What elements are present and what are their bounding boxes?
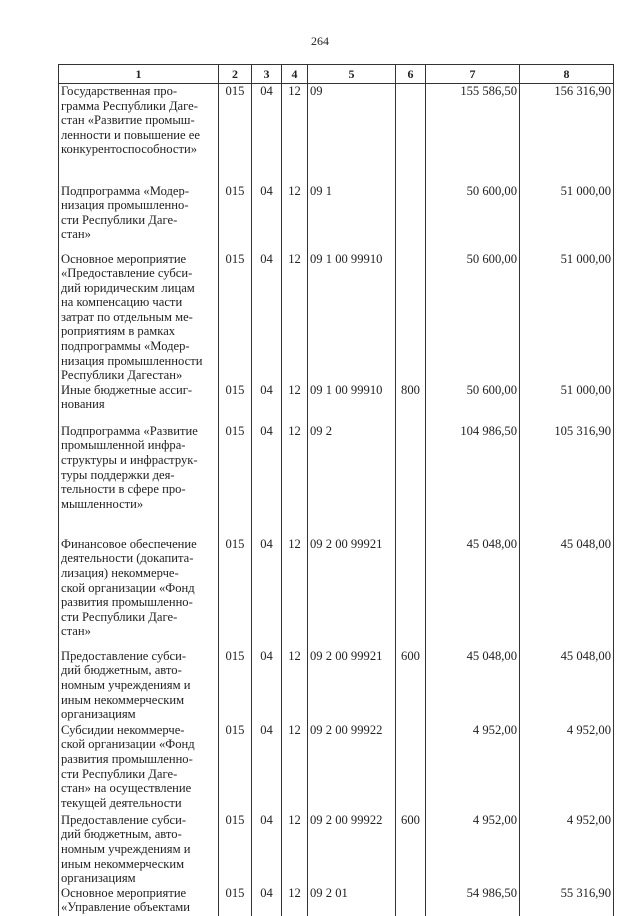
subsection-code: 12 [282,649,308,723]
ministry-code: 015 [219,813,252,886]
item-name-line: тельности в сфере про- [61,482,186,497]
page-number: 264 [311,34,329,48]
item-name-line: иным некоммерческим [61,692,185,707]
amount-year-1: 45 048,00 [426,537,520,649]
amount-year-2: 55 316,90 [520,886,614,916]
table-row [59,252,614,383]
section-code: 04 [252,813,282,886]
table-row [59,424,614,537]
item-name-line: дий юридическим лицам [61,280,195,295]
item-name [59,886,219,916]
column-header: 3 [252,65,282,84]
amount-year-2: 4 952,00 [520,813,614,886]
item-name-line: стан «Развитие промыш- [61,113,195,128]
target-article-code: 09 2 01 [308,886,396,916]
ministry-code: 015 [219,649,252,723]
item-name-line: нования [61,397,105,412]
item-name-line: ской организации «Фонд [61,737,195,752]
item-name [59,383,219,424]
item-name-line: номным учреждениям и [61,842,191,857]
section-code: 04 [252,723,282,813]
item-name-line: Подпрограмма «Модер- [61,183,190,198]
item-name-line: Субсидии некоммерче- [61,722,185,737]
subsection-code: 12 [282,252,308,383]
table-row [59,537,614,649]
table-row [59,383,614,424]
amount-year-2: 51 000,00 [520,184,614,252]
item-name [59,537,219,649]
amount-year-2: 105 316,90 [520,424,614,537]
expense-type-code [396,424,426,537]
item-name [59,252,219,383]
amount-year-1: 4 952,00 [426,723,520,813]
item-name-line: ленности и повышение ее [61,127,200,142]
item-name-line: сти Республики Даге- [61,212,178,227]
item-name-line: дий бюджетным, авто- [61,663,182,678]
item-name [59,649,219,723]
item-name-line: конкурентоспособности» [61,142,198,157]
table-row [59,649,614,723]
amount-year-1: 104 986,50 [426,424,520,537]
target-article-code: 09 1 [308,184,396,252]
ministry-code: 015 [219,84,252,184]
item-name-line: Основное мероприятие [61,885,187,900]
amount-year-1: 54 986,50 [426,886,520,916]
item-name-line: низация промышленно- [61,198,189,213]
column-header: 2 [219,65,252,84]
item-name-line: номным учреждениям и [61,678,191,693]
item-name-line: «Управление объектами [61,900,191,915]
column-header: 1 [59,65,219,84]
column-header: 7 [426,65,520,84]
amount-year-2: 51 000,00 [520,252,614,383]
item-name-line: мышленности» [61,496,144,511]
table-row [59,84,614,184]
item-name-line: стан» [61,624,91,639]
header-row [59,65,614,84]
subsection-code: 12 [282,723,308,813]
item-name-line: деятельности (докапита- [61,551,194,566]
subsection-code: 12 [282,813,308,886]
column-header: 6 [396,65,426,84]
item-name [59,84,219,184]
item-name-line: Основное мероприятие [61,251,187,266]
item-name-line: грамма Республики Даге- [61,98,198,113]
item-name-line: промышленной инфра- [61,438,186,453]
ministry-code: 015 [219,723,252,813]
section-code: 04 [252,649,282,723]
item-name-line: Республики Дагестан» [61,368,183,383]
target-article-code: 09 2 [308,424,396,537]
target-article-code: 09 2 00 99922 [308,723,396,813]
amount-year-2: 45 048,00 [520,649,614,723]
item-name-line: стан» [61,227,91,242]
section-code: 04 [252,252,282,383]
item-name-line: ской организации «Фонд [61,580,195,595]
item-name-line: Предоставление субси- [61,648,187,663]
amount-year-2: 45 048,00 [520,537,614,649]
item-name-line: роприятиям в рамках [61,324,176,339]
item-name-line: Иные бюджетные ассиг- [61,382,193,397]
table-row [59,723,614,813]
item-name-line: сти Республики Даге- [61,766,178,781]
section-code: 04 [252,537,282,649]
subsection-code: 12 [282,383,308,424]
expense-type-code [396,537,426,649]
item-name-line: Финансовое обеспечение [61,536,197,551]
amount-year-2: 156 316,90 [520,84,614,184]
amount-year-1: 50 600,00 [426,184,520,252]
ministry-code: 015 [219,252,252,383]
ministry-code: 015 [219,537,252,649]
item-name-line: организациям [61,707,136,722]
table-row [59,184,614,252]
budget-table [58,64,614,916]
subsection-code: 12 [282,424,308,537]
section-code: 04 [252,886,282,916]
amount-year-2: 51 000,00 [520,383,614,424]
amount-year-1: 50 600,00 [426,252,520,383]
item-name [59,813,219,886]
ministry-code: 015 [219,886,252,916]
target-article-code: 09 2 00 99921 [308,537,396,649]
item-name-line: сти Республики Даге- [61,609,178,624]
column-header: 8 [520,65,614,84]
ministry-code: 015 [219,184,252,252]
target-article-code: 09 2 00 99922 [308,813,396,886]
section-code: 04 [252,84,282,184]
target-article-code: 09 1 00 99910 [308,252,396,383]
column-header: 5 [308,65,396,84]
amount-year-1: 4 952,00 [426,813,520,886]
amount-year-1: 155 586,50 [426,84,520,184]
table-row [59,813,614,886]
item-name-line: развития промышленно- [61,752,193,767]
ministry-code: 015 [219,424,252,537]
section-code: 04 [252,184,282,252]
target-article-code: 09 [308,84,396,184]
item-name-line: стан» на осуществление [61,781,192,796]
item-name-line: Предоставление субси- [61,812,187,827]
column-header: 4 [282,65,308,84]
item-name-line: туры поддержки дея- [61,467,175,482]
expense-type-code: 800 [396,383,426,424]
item-name-line: подпрограммы «Модер- [61,339,190,354]
expense-type-code [396,184,426,252]
subsection-code: 12 [282,886,308,916]
amount-year-1: 45 048,00 [426,649,520,723]
section-code: 04 [252,383,282,424]
expense-type-code [396,723,426,813]
item-name [59,424,219,537]
item-name-line: развития промышленно- [61,595,193,610]
item-name [59,184,219,252]
subsection-code: 12 [282,84,308,184]
target-article-code: 09 1 00 99910 [308,383,396,424]
expense-type-code [396,886,426,916]
amount-year-2: 4 952,00 [520,723,614,813]
expense-type-code: 600 [396,813,426,886]
section-code: 04 [252,424,282,537]
item-name-line: на компенсацию части [61,295,183,310]
item-name-line: иным некоммерческим [61,856,185,871]
item-name-line: низация промышленности [61,353,203,368]
item-name-line: лизация) некоммерче- [61,566,179,581]
item-name-line: затрат по отдельным ме- [61,309,193,324]
table-row [59,886,614,916]
item-name-line: структуры и инфраструк- [61,453,198,468]
subsection-code: 12 [282,184,308,252]
item-name-line: «Предоставление субси- [61,266,193,281]
expense-type-code: 600 [396,649,426,723]
expense-type-code [396,84,426,184]
item-name-line: Государственная про- [61,84,178,98]
amount-year-1: 50 600,00 [426,383,520,424]
expense-type-code [396,252,426,383]
item-name-line: Подпрограмма «Развитие [61,423,198,438]
subsection-code: 12 [282,537,308,649]
item-name-line: дий бюджетным, авто- [61,827,182,842]
item-name-line: текущей деятельности [61,795,182,810]
item-name-line: организациям [61,871,136,886]
item-name [59,723,219,813]
target-article-code: 09 2 00 99921 [308,649,396,723]
ministry-code: 015 [219,383,252,424]
